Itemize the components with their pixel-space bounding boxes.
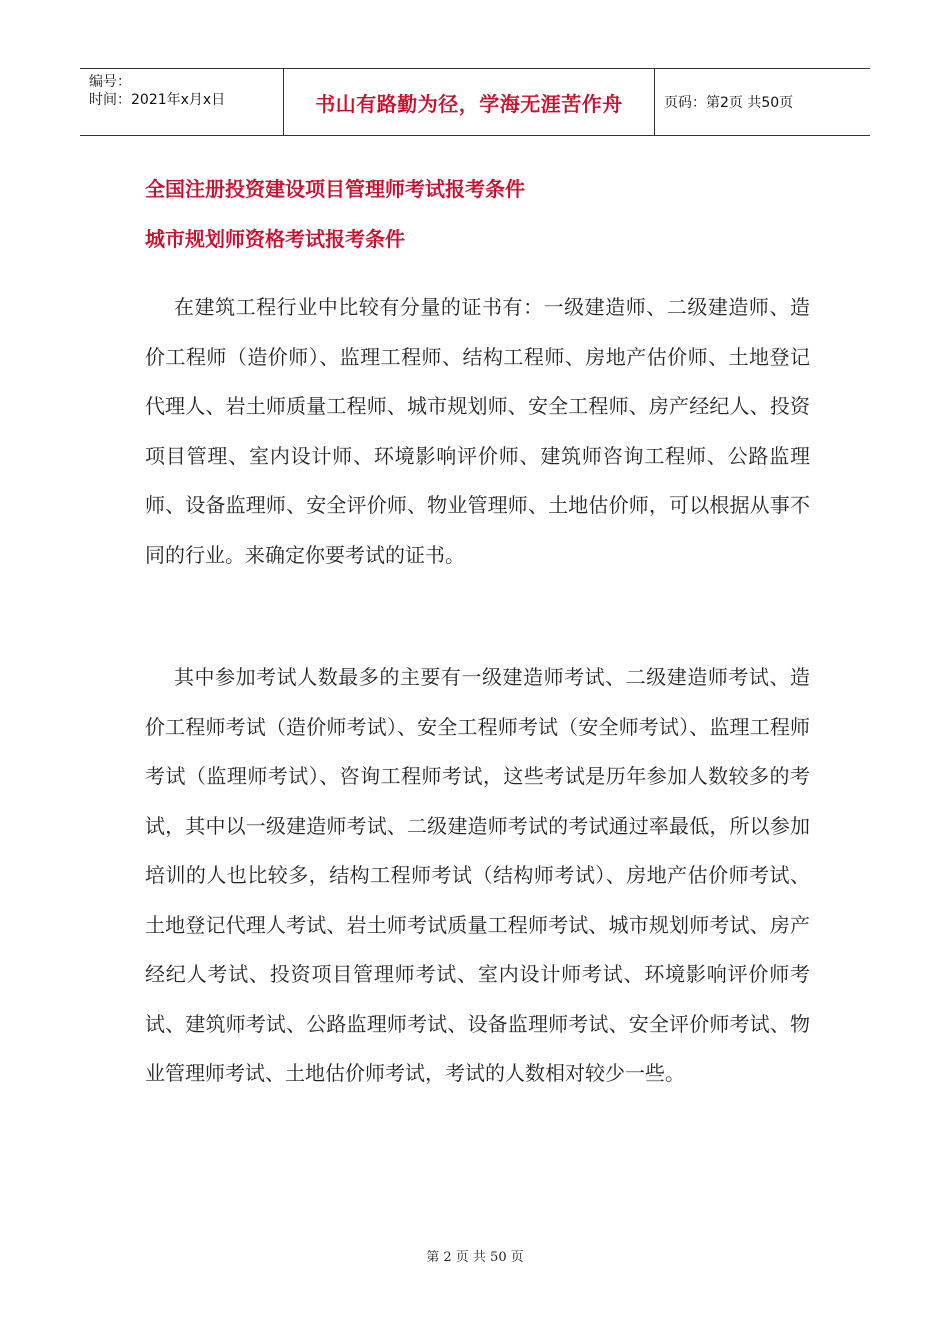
header-meta-cell xyxy=(80,69,283,135)
header-page-number: 页码：第2页 共50页 xyxy=(664,95,794,111)
page-footer: 第 2 页 共 50 页 xyxy=(426,1250,524,1265)
document-title-primary: 全国注册投资建设项目管理师考试报考条件 xyxy=(145,177,525,201)
document-time-label: 时间：2021年x月x日 xyxy=(89,92,226,108)
page-header xyxy=(80,68,870,136)
document-title-secondary: 城市规划师资格考试报考条件 xyxy=(145,227,405,251)
body-paragraph-2: 其中参加考试人数最多的主要有一级建造师考试、二级建造师考试、造价工程师考试（造价师考试）、安全工程师考试（安全师考试）、监理工程师考试（监理师考试）、咨询工程师考试，这些考试是历年参加人数较多的考试，其中以一级建造师考试、二级建造师考试的考试通过率最低，所以参加培训的人也比较多，结构工程师考试（结构师考试）、房地产估价师考试、土地登记代理人考试、岩土师考试质量工程师考试、城市规划师考试、房产经纪人考试、投资项目管理师考试、室内设计师考试、环境影响评价师考试、建筑师考试、公路监理师考试、设备监理师考试、安全评价师考试、物业管理师考试、土地估价师考试，考试的人数相对较少一些。 xyxy=(145,665,810,1085)
header-motto: 书山有路勤为径，学海无涯苦作舟 xyxy=(283,69,655,135)
body-paragraph-1: 在建筑工程行业中比较有分量的证书有：一级建造师、二级建造师、造价工程师（造价师）、监理工程师、结构工程师、房地产估价师、土地登记代理人、岩土师质量工程师、城市规划师、安全工程师、房产经纪人、投资项目管理、室内设计师、环境影响评价师、建筑师咨询工程师、公路监理师、设备监理师、安全评价师、物业管理师、土地估价师，可以根据从事不同的行业。来确定你要考试的证书。 xyxy=(145,295,810,567)
document-number-label: 编号： xyxy=(89,74,131,90)
